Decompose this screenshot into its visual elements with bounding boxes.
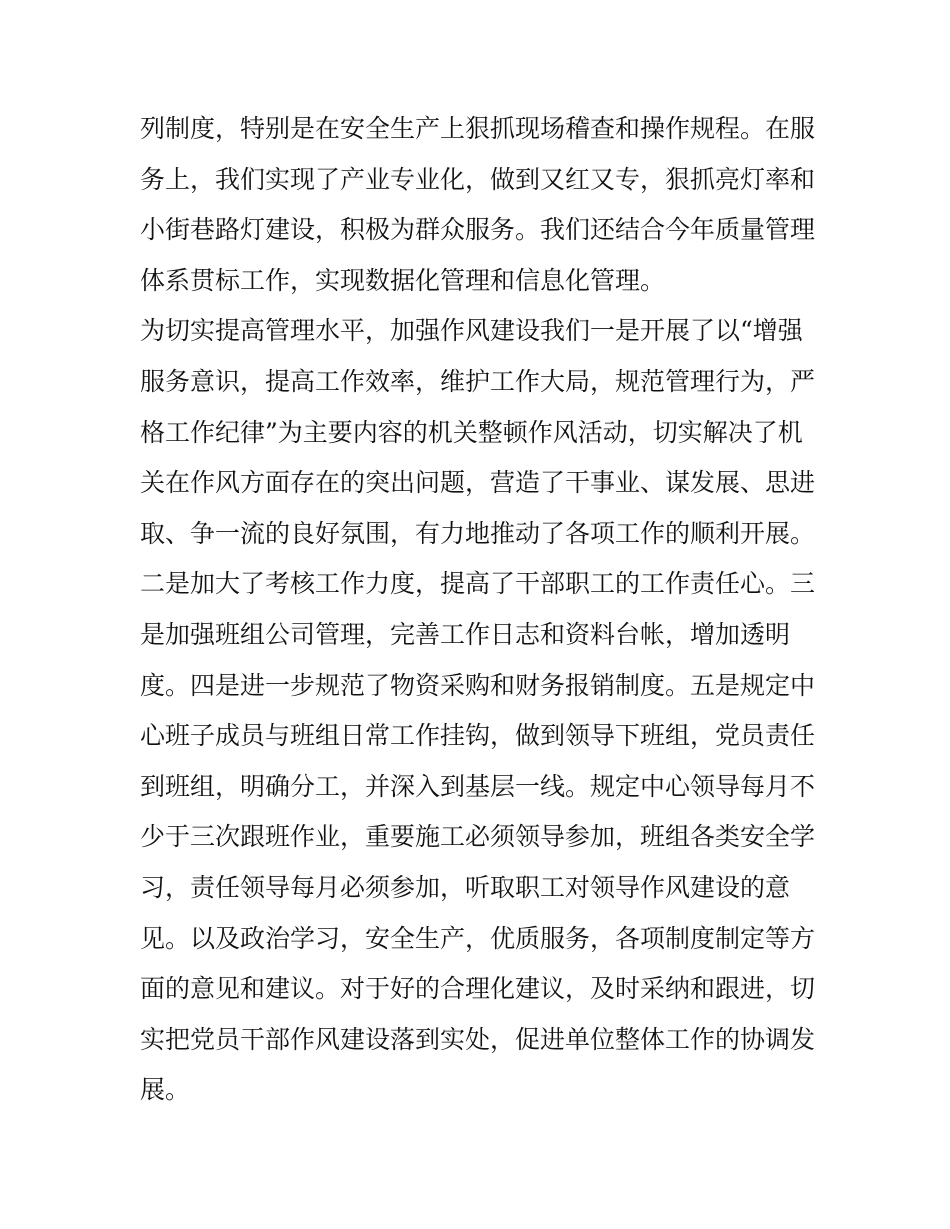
text-line: 到班组，明确分工，并深入到基层一线。规定中心领导每月不 [140, 771, 816, 801]
text-line: 列制度，特别是在安全生产上狠抓现场稽查和操作规程。在服 [140, 114, 816, 143]
text-line: 实把党员干部作风建设落到实处，促进单位整体工作的协调发 [140, 1024, 816, 1054]
text-line: 格工作纪律”为主要内容的机关整顿作风活动，切实解决了机 [140, 417, 803, 447]
text-line: 面的意见和建议。对于好的合理化建议，及时采纳和跟进，切 [140, 974, 816, 1004]
body-text [140, 104, 820, 1116]
text-line: 度。四是进一步规范了物资采购和财务报销制度。五是规定中 [140, 670, 816, 700]
text-line: 展。 [140, 1075, 191, 1105]
text-line: 为切实提高管理水平，加强作风建设我们一是开展了以“增强 [140, 316, 803, 346]
text-line: 小街巷路灯建设，积极为群众服务。我们还结合今年质量管理 [140, 215, 816, 245]
text-line: 服务意识，提高工作效率，维护工作大局，规范管理行为，严 [140, 366, 816, 396]
text-line: 二是加大了考核工作力度，提高了干部职工的工作责任心。三 [140, 569, 816, 599]
text-line: 体系贯标工作，实现数据化管理和信息化管理。 [140, 265, 666, 295]
text-line: 见。以及政治学习，安全生产，优质服务，各项制度制定等方 [140, 923, 816, 953]
text-line: 关在作风方面存在的突出问题，营造了干事业、谋发展、思进 [140, 468, 816, 498]
text-line: 少于三次跟班作业，重要施工必须领导参加，班组各类安全学 [140, 822, 816, 852]
text-line: 心班子成员与班组日常工作挂钩，做到领导下班组，党员责任 [140, 721, 816, 751]
text-line: 习，责任领导每月必须参加，听取职工对领导作风建设的意 [140, 872, 791, 902]
text-line: 取、争一流的良好氛围，有力地推动了各项工作的顺利开展。 [140, 518, 816, 548]
text-line: 务上，我们实现了产业专业化，做到又红又专，狠抓亮灯率和 [140, 164, 816, 194]
text-line: 是加强班组公司管理，完善工作日志和资料台帐，增加透明 [140, 619, 791, 649]
